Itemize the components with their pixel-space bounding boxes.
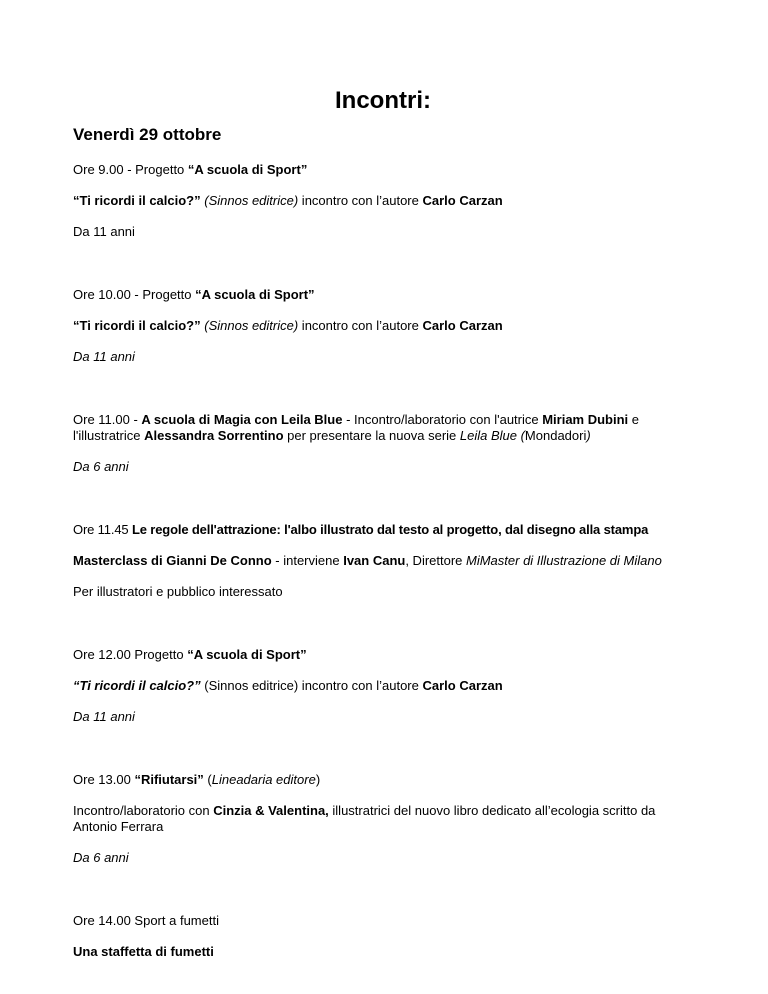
page-title: Incontri: (335, 87, 431, 114)
event-4-masterclass: Masterclass di Gianni De Conno - interviene Ivan Canu, Direttore MiMaster di Illustrazione di Milano (73, 553, 662, 568)
event-1-description: “Ti ricordi il calcio?” (Sinnos editrice) incontro con l’autore Carlo Carzan (73, 193, 503, 208)
event-4-heading: Ore 11.45 Le regole dell'attrazione: l'albo illustrato dal testo al progetto, dal disegno alla stampa (73, 522, 649, 537)
event-7-title: Una staffetta di fumetti (73, 944, 214, 959)
event-5-heading: Ore 12.00 Progetto “A scuola di Sport” (73, 647, 307, 662)
event-4-audience: Per illustratori e pubblico interessato (73, 584, 283, 599)
event-6-heading: Ore 13.00 “Rifiutarsi” (Lineadaria editore) (73, 772, 321, 787)
event-1-age: Da 11 anni (73, 224, 135, 239)
event-3-age: Da 6 anni (73, 459, 129, 474)
event-7-heading: Ore 14.00 Sport a fumetti (73, 913, 219, 928)
event-5-age: Da 11 anni (73, 709, 135, 724)
event-3-description: Ore 11.00 - A scuola di Magia con Leila Blue - Incontro/laboratorio con l'autrice Miriam Dubini e l'illustratrice Alessandra Sorrentino per presentare la nuova serie Leila Blue (Mondadori) (73, 412, 640, 443)
event-2-heading: Ore 10.00 - Progetto “A scuola di Sport” (73, 287, 315, 302)
event-2-age: Da 11 anni (73, 349, 135, 364)
event-1-heading: Ore 9.00 - Progetto “A scuola di Sport” (73, 162, 308, 177)
event-6-age: Da 6 anni (73, 850, 129, 865)
event-5-description: “Ti ricordi il calcio?” (Sinnos editrice) incontro con l’autore Carlo Carzan (73, 678, 503, 693)
event-date: Venerdì 29 ottobre (73, 125, 222, 144)
event-2-description: “Ti ricordi il calcio?” (Sinnos editrice) incontro con l’autore Carlo Carzan (73, 318, 503, 333)
event-6-description: Incontro/laboratorio con Cinzia & Valentina, illustratrici del nuovo libro dedicato all’ecologia scritto da Antonio Ferrara (73, 803, 656, 834)
